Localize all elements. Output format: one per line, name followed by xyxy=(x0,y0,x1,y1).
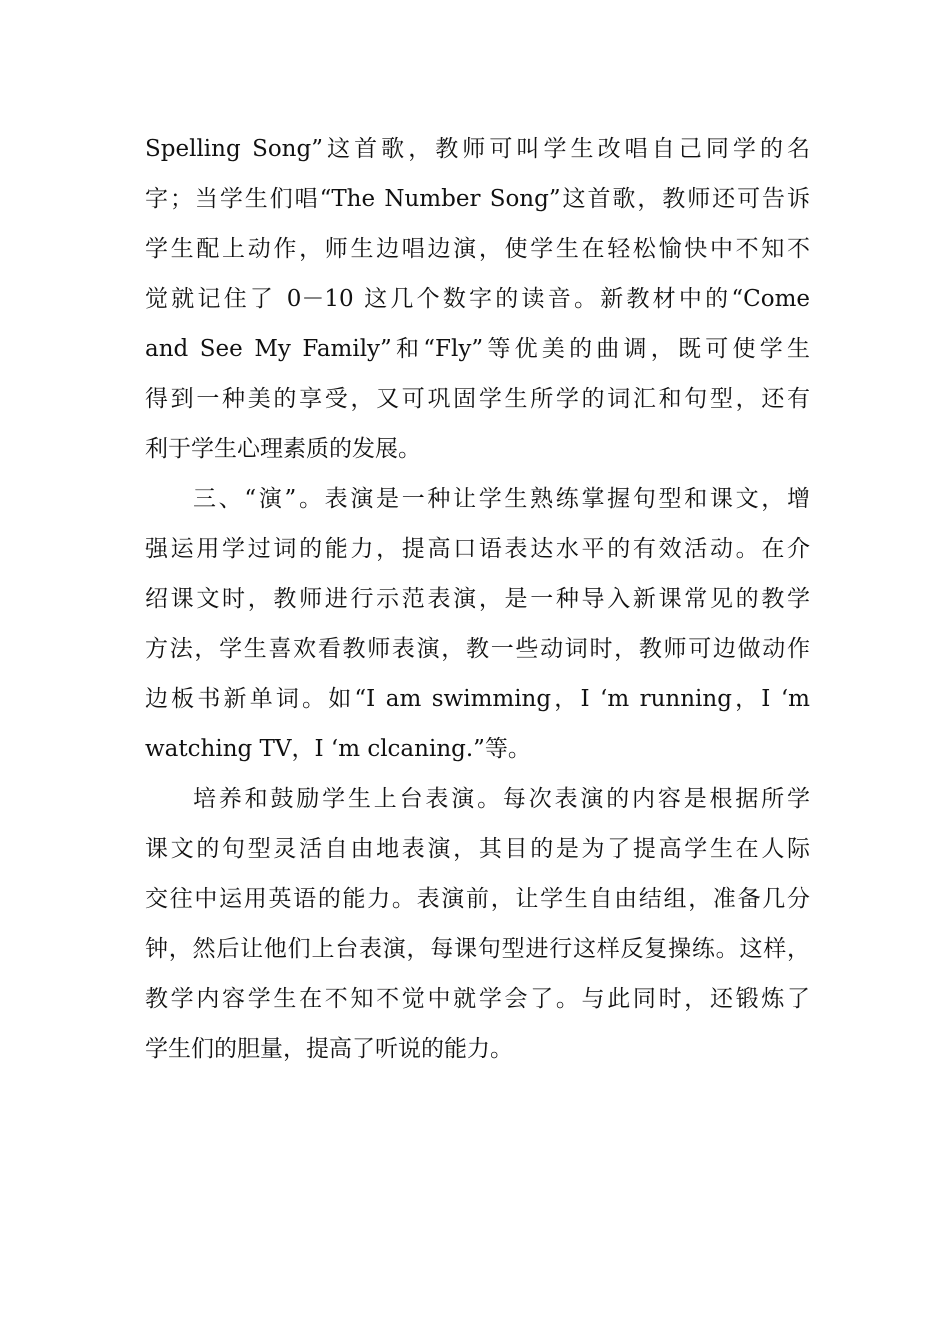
text-line: watching TV，I ‘m clcaning.”等。 xyxy=(145,736,531,762)
text-line: 方法，学生喜欢看教师表演，教一些动词时，教师可边做动作 xyxy=(145,636,810,662)
text-line: 学生配上动作，师生边唱边演，使学生在轻松愉快中不知不 xyxy=(145,236,810,262)
text-line: and See My Family”和“Fly”等优美的曲调，既可使学生 xyxy=(145,336,810,362)
text-line: 边板书新单词。如“I am swimming，I ‘m running，I ‘m xyxy=(145,686,810,712)
text-line: 交往中运用英语的能力。表演前，让学生自由结组，准备几分 xyxy=(145,886,810,912)
text-line: 绍课文时，教师进行示范表演，是一种导入新课常见的教学 xyxy=(145,586,810,612)
text-line: 强运用学过词的能力，提高口语表达水平的有效活动。在介 xyxy=(145,536,810,562)
text-line: 学生们的胆量，提高了听说的能力。 xyxy=(145,1036,513,1062)
paragraph-first-line: 培养和鼓励学生上台表演。每次表演的内容是根据所学 xyxy=(193,786,810,812)
text-line: 觉就记住了 0－10 这几个数字的读音。新教材中的“Come xyxy=(145,286,810,312)
text-line: 课文的句型灵活自由地表演，其目的是为了提高学生在人际 xyxy=(145,836,810,862)
body-text xyxy=(145,124,810,1074)
text-line: Spelling Song”这首歌，教师可叫学生改唱自己同学的名 xyxy=(145,136,810,162)
text-line: 教学内容学生在不知不觉中就学会了。与此同时，还锻炼了 xyxy=(145,986,810,1012)
paragraph-first-line: 三、“演”。表演是一种让学生熟练掌握句型和课文，增 xyxy=(193,486,810,512)
text-line: 字；当学生们唱“The Number Song”这首歌，教师还可告诉 xyxy=(145,186,810,212)
text-line: 钟，然后让他们上台表演，每课句型进行这样反复操练。这样， xyxy=(145,936,810,962)
text-line: 得到一种美的享受，又可巩固学生所学的词汇和句型，还有 xyxy=(145,386,810,412)
text-line: 利于学生心理素质的发展。 xyxy=(145,436,421,462)
